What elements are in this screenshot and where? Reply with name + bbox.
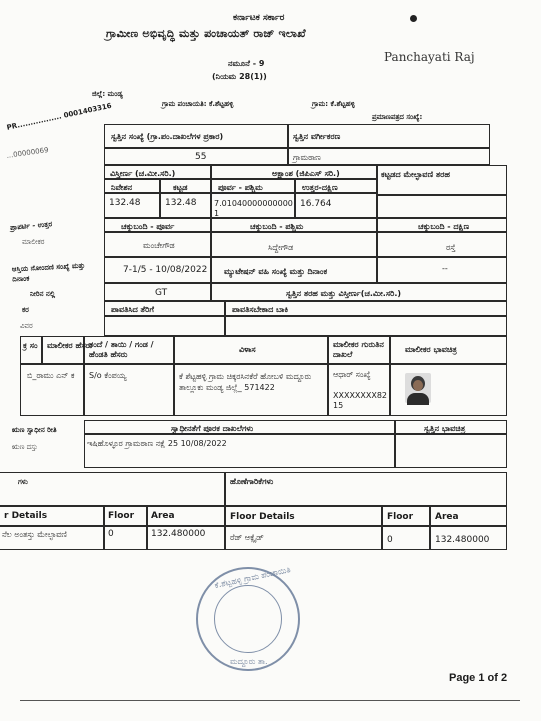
bld-type-value-cell <box>377 195 507 218</box>
bld-value-cell <box>160 193 211 218</box>
address-label-cell <box>174 336 328 364</box>
owner-id-value: XXXXXXXX8215 <box>333 391 388 410</box>
side-reg: ಆಸ್ತಿಯ ನೋಂದಣಿ ಸಂಖ್ಯೆ ಮತ್ತು ದಿನಾಂಕ <box>11 261 86 284</box>
liab-label: ಹೊಣೆಗಾರಿಕೆಗಳು <box>230 477 274 486</box>
seal-bottom-text: ಮದ್ದೂರು ತಾ. <box>230 657 268 666</box>
area-details-label: ಸ್ವತ್ತಿನ ತರಹ ಮತ್ತು ವಿಸ್ತೀರ್ಣ(ಚ.ಮೀ.ಸರಿ.) <box>286 289 402 298</box>
owner-photo-label-cell <box>390 336 507 364</box>
south-label: ಚಕ್ಕುಬಂದಿ - ದಕ್ಷಿಣ <box>418 222 470 231</box>
property-id: PR................. 0001403316 <box>6 101 113 132</box>
dot-mark <box>410 15 417 22</box>
rule-number: (ನಿಯಮ 28(1)) <box>212 72 267 81</box>
form-number: ನಮೂನೆ - 9 <box>228 59 265 68</box>
pay-period-label: ಪಾವತಿಸಬೇಕಾದ ಬಾಕಿ <box>232 305 289 314</box>
west-value-cell <box>211 232 377 257</box>
floor-right-value: 0 <box>387 535 393 545</box>
pay-period-value-cell <box>225 316 507 336</box>
type-value-cell <box>104 283 211 301</box>
gp-text: ಗ್ರಾಮ ಪಂಚಾಯತಿ: ಕೆ.ಶೆಟ್ಟಹಳ್ಳಿ <box>162 100 234 108</box>
footer-line <box>20 700 520 701</box>
asset-no-label-cell <box>104 124 288 148</box>
ns-dir-value: 16.764 <box>300 199 332 209</box>
area-label: ವಿಸ್ತೀರ್ಣ (ಚ.ಮೀ.ಸರಿ.) <box>110 169 176 178</box>
asset-photo-cell <box>395 434 507 468</box>
floor-details-head-left <box>0 506 104 526</box>
floor-row-right-area <box>430 526 507 550</box>
ew-label-cell <box>211 179 295 193</box>
owner-photo-label: ಮಾಲೀಕರ ಭಾವಚಿತ್ರ <box>405 345 457 354</box>
east-label-cell <box>104 218 211 232</box>
ns-dir-value-cell <box>295 193 377 218</box>
south-value-cell <box>377 232 507 257</box>
reg-value-cell <box>104 257 211 283</box>
owner-name-cell <box>20 364 84 416</box>
west-label-cell <box>211 218 377 232</box>
bld-label-cell <box>160 179 211 193</box>
south-value: ರಸ್ತೆ <box>446 243 456 252</box>
taluk-text: ಜಿಲ್ಲೆ: ಮಂಡ್ಯ <box>92 90 123 98</box>
owner-photo <box>405 373 431 403</box>
south-label-cell <box>377 218 507 232</box>
brand-text: Panchayati Raj <box>384 50 475 64</box>
asset-type-label-cell <box>288 124 490 148</box>
side-liab: ಗಳು <box>18 478 28 486</box>
area-head-left <box>147 506 225 526</box>
ew-value-cell <box>211 193 295 218</box>
floor-row-left-area <box>147 526 225 550</box>
floor-row-left-label <box>0 526 104 550</box>
father-value: S/o ಕೆಂಪಯ್ಯ <box>89 371 127 380</box>
floor-head-left <box>104 506 147 526</box>
floor-details-label-left: r Details <box>4 511 48 521</box>
cert-number-label: ಪ್ರಮಾಣಪತ್ರದ ಸಂಖ್ಯೆ: <box>372 113 423 121</box>
area-right-value: 132.480000 <box>435 535 490 545</box>
paid-tax-label: ಪಾವತಿಸಿದ ತೆರಿಗೆ <box>111 305 154 314</box>
paid-tax-value-cell <box>104 316 225 336</box>
owner-id-cell <box>328 364 390 416</box>
acq-label: ಸ್ವಾಧೀನತೆಗೆ ಪೂರಕ ದಾಖಲೆಗಳು <box>171 424 254 433</box>
side-owner: ಮಾಲೀಕರ <box>22 238 45 246</box>
bld-label: ಕಟ್ಟಡ <box>173 183 188 192</box>
ew-value: 7.01040000000000 1 <box>214 199 293 218</box>
area-head-right <box>430 506 507 526</box>
type-value: GT <box>155 288 168 298</box>
ns-label-cell <box>104 179 160 193</box>
bld-value: 132.48 <box>165 198 197 208</box>
liab-left-cell <box>0 472 225 506</box>
floor-details-label-right: Floor Details <box>230 512 295 522</box>
side-details: ವಿವರ <box>20 322 33 330</box>
area-details-label-cell <box>211 283 507 301</box>
bld-type-label: ಕಟ್ಟಡದ ಮೇಲ್ಛಾವಣಿ ತರಹ <box>381 170 450 179</box>
sl-label: ಕ್ರ ಸಂ <box>23 341 38 350</box>
seal-top-text: ಕೆ.ಶೆಟ್ಟಹಳ್ಳಿ ಗ್ರಾಮ ಪಂಚಾಯಿತಿ <box>213 565 292 590</box>
side-acq-doc: ಋಣ ದಸ್ತು <box>12 443 38 451</box>
address-cell <box>174 364 328 416</box>
acq-value: ಇಷಿಹೊಳ್ಳೂರ ಗ್ರಾಮಠಾಣ ನಕ್ಷೆ 25 10/08/2022 <box>87 439 227 448</box>
sl-label-cell <box>20 336 42 364</box>
owner-name-label-cell <box>42 336 93 364</box>
floor-row-left-text: ನೆಲ ಅಂತಸ್ತು ಮೇಲ್ಛಾವಣಿ <box>2 530 67 539</box>
ns-dir-label: ಉತ್ತರ-ದಕ್ಷಿಣ <box>302 183 338 192</box>
address-value: ಕೆ ಶೆಟ್ಟಹಳ್ಳಿ ಗ್ರಾಮ ಚಿಕ್ಕರಸಿನಕೆರೆ ಹೋಬಳಿ ಮದ್ದೂರು ತಾಲ್ಲೂಕು ಮಂಡ್ಯ ಜಿಲ್ಲೆ_ 571422 <box>179 372 312 392</box>
east-value-cell <box>104 232 211 257</box>
ns-label: ನಿವೇಶನ <box>111 183 133 192</box>
official-seal <box>196 567 300 671</box>
mutation-label-cell <box>211 257 377 283</box>
asset-photo-label: ಸ್ವತ್ತಿನ ಭಾವಚಿತ್ರ <box>424 424 466 433</box>
side-water: ನೀರಿನ ನಲ್ಲಿ <box>30 290 56 298</box>
father-label: ತಂದೆ / ತಾಯಿ / ಗಂಡ / ಹೆಂಡತಿ ಹೆಸರು <box>89 340 154 359</box>
asset-no-value-cell <box>104 148 288 165</box>
mutation-value-cell <box>377 257 507 283</box>
dept-title: ಗ್ರಾಮೀಣ ಅಭಿವೃದ್ಧಿ ಮತ್ತು ಪಂಚಾಯತ್ ರಾಜ್ ಇಲಾಖೆ <box>106 27 306 40</box>
acq-label-cell <box>84 420 395 434</box>
ns-value: 132.48 <box>109 198 141 208</box>
ew-label: ಪೂರ್ವ - ಪಶ್ಚಿಮ <box>218 183 263 192</box>
area-label-cell <box>104 165 211 179</box>
asset-type-label: ಸ್ವತ್ತಿನ ವರ್ಗೀಕರಣ <box>293 132 341 141</box>
floor-row-right-floor <box>382 526 430 550</box>
area-label-left: Area <box>151 511 175 521</box>
floor-label-left: Floor <box>108 511 135 521</box>
owner-photo-cell <box>390 364 507 416</box>
floor-label-right: Floor <box>387 512 414 522</box>
gov-title: ಕರ್ನಾಟಕ ಸರ್ಕಾರ <box>233 13 285 23</box>
ns-dir-label-cell <box>295 179 377 193</box>
floor-row-right-text: ರೆಡ್ ಆಕ್ಸೈಡ್ <box>230 533 264 542</box>
father-cell <box>84 364 174 416</box>
side-tax: ಕರ <box>22 306 29 314</box>
mutation-value: -- <box>442 264 448 273</box>
asset-photo-label-cell <box>395 420 507 434</box>
floor-row-right-label <box>225 526 382 550</box>
floor-details-head-right <box>225 506 382 526</box>
paid-tax-label-cell <box>104 301 225 316</box>
owner-id-label: ಮಾಲೀಕರ ಗುರುತಿನ ದಾಖಲೆ <box>333 340 384 359</box>
liab-right-cell <box>225 472 507 506</box>
ns-value-cell <box>104 193 160 218</box>
village-text: ಗ್ರಾಮ: ಕೆ.ಶೆಟ್ಟಹಳ್ಳಿ <box>312 100 355 108</box>
pay-period-label-cell <box>225 301 507 316</box>
area-left-value: 132.480000 <box>151 529 206 539</box>
east-label: ಚಕ್ಕುಬಂದಿ - ಪೂರ್ವ <box>121 222 175 231</box>
side-acq: ಋಣ ಸ್ವಾಧೀನ ರೀತಿ <box>12 426 57 434</box>
latlong-label-cell <box>211 165 377 179</box>
side-north: ಪ್ರಾಪರ್ಟಿ - ಉತ್ತರ <box>9 220 53 232</box>
acq-value-cell <box>84 434 395 468</box>
page-number: Page 1 of 2 <box>449 672 508 684</box>
asset-no-label: ಸ್ವತ್ತಿನ ಸಂಖ್ಯೆ (ಗ್ರಾ.ಪಂ.ದಾಖಲೆಗಳ ಪ್ರಕಾರ) <box>111 132 224 141</box>
father-label-cell <box>84 336 174 364</box>
asset-type-value: ಗ್ರಾಮಠಾಣ <box>293 153 321 162</box>
area-label-right: Area <box>435 512 459 522</box>
floor-head-right <box>382 506 430 526</box>
owner-id-type: ಆಧಾರ್ ಸಂಖ್ಯೆ <box>333 370 371 379</box>
latlong-label: ಅಕ್ಷಾಂಶ (ಜಿಪಿಎಸ್ ಸರಿ.) <box>272 169 340 178</box>
owner-name-label: ಮಾಲೀಕರ ಹೆಸರು <box>47 341 93 350</box>
asset-type-value-cell <box>288 148 490 165</box>
west-value: ಸಿದ್ದೇಗೌಡ <box>268 243 294 252</box>
east-value: ಮಂಚೇಗೌಡ <box>143 241 175 250</box>
west-label: ಚಕ್ಕುಬಂದಿ - ಪಶ್ಚಿಮ <box>250 222 304 231</box>
reg-value: 7-1/5 - 10/08/2022 <box>123 265 208 275</box>
asset-no-value: 55 <box>195 152 207 162</box>
mutation-label: ಮ್ಯುಟೇಷನ್ ವಹಿ ಸಂಖ್ಯೆ ಮತ್ತು ದಿನಾಂಕ <box>224 267 328 276</box>
owner-name-value: ಬಿ_ರಾಮು ಎನ್ ಕ <box>27 371 75 380</box>
bld-type-label-cell <box>377 165 507 195</box>
address-label: ವಿಳಾಸ <box>239 345 256 354</box>
floor-left-value: 0 <box>108 529 114 539</box>
owner-id-label-cell <box>328 336 390 364</box>
side-id: ...00000069 <box>6 146 50 160</box>
floor-row-left-floor <box>104 526 147 550</box>
